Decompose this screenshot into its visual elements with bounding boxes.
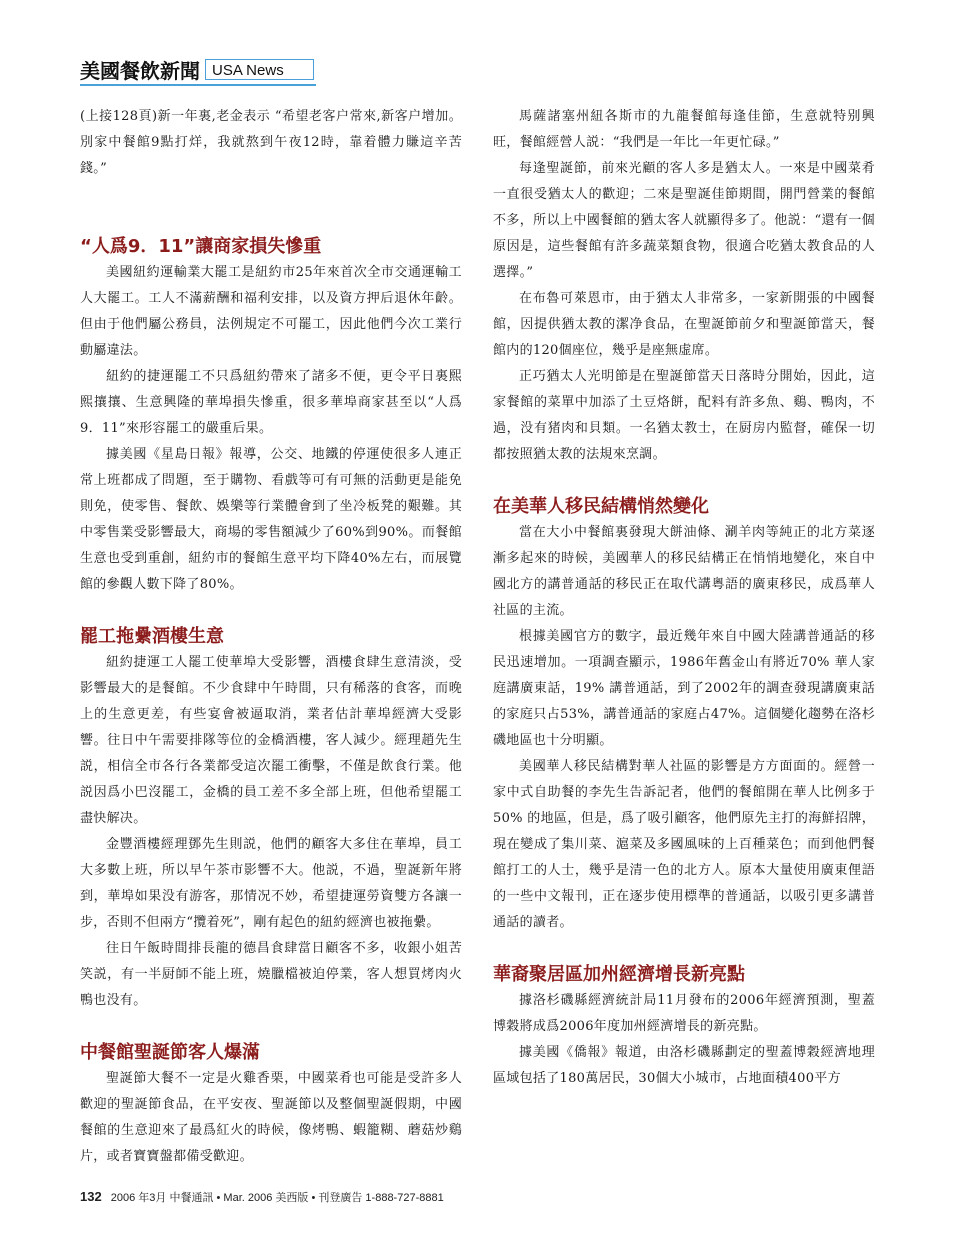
article-paragraph: 正巧猶太人光明節是在聖誕節當天日落時分開始，因此，這家餐館的菜單中加添了土豆烙餅，配料有許多魚、鷄、鴨肉，不過，没有猪肉和貝類。一名猶太教士，在厨房内監督，確保一切都按照猶太教的法規來烹調。 — [493, 369, 875, 462]
article-heading: 華裔聚居區加州經濟增長新亮點 — [493, 964, 745, 985]
article-paragraph: (上接128頁)新一年裏,老金表示 “希望老客户常來,新客户增加。別家中餐館9點打烊，我就熬到午夜12時，靠着體力賺這辛苦錢。” — [80, 109, 462, 176]
article-paragraph: 往日午飯時間排長龍的德昌食肆當日顧客不多，收銀小姐苦笑説，有一半厨師不能上班，燒臘檔被迫停業，客人想買烤肉火鴨也没有。 — [80, 941, 462, 1008]
article-paragraph: 在布魯可萊恩市，由于猶太人非常多，一家新開張的中國餐館，因提供猶太教的潔净食品，在聖誕節前夕和聖誕節當天，餐館内的120個座位，幾乎是座無虚席。 — [493, 291, 875, 358]
article-heading: 中餐館聖誕節客人爆滿 — [80, 1042, 260, 1063]
right-column — [493, 104, 875, 1092]
masthead-title: 美國餐飲新聞 — [80, 59, 200, 83]
article-paragraph: 美國華人移民結構對華人社區的影響是方方面面的。經營一家中式自助餐的李先生告訴記者，他們的餐館開在華人比例多于50% 的地區，但是，爲了吸引顧客，他們原先主打的海鮮招牌，現在變成了集川菜、滬菜及多國風味的上百種菜色；而到他們餐館打工的人士，幾乎是清一色的北方人。原本大量使用廣東俚語的一些中文報刊，正在逐步使用標準的普通話，以吸引更多講普通話的讀者。 — [493, 759, 875, 930]
article-paragraph: 馬薩諸塞州紐各斯市的九龍餐館每逢佳節，生意就特别興旺，餐館經營人説：“我們是一年比一年更忙碌。” — [493, 109, 875, 150]
article-paragraph: 據美國《僑報》報道，由洛杉磯縣劃定的聖蓋博穀經濟地理區域包括了180萬居民，30個大小城市，占地面積400平方 — [493, 1045, 875, 1086]
article-paragraph: 美國紐約運輸業大罷工是紐約市25年來首次全市交通運輸工人大罷工。工人不滿薪酬和福利安排，以及資方押后退休年齡。但由于他們屬公務員，法例規定不可罷工，因此他們今次工業行動屬違法。 — [80, 265, 462, 358]
article-paragraph: 金豐酒樓經理鄧先生則説，他們的顧客大多住在華埠，員工大多數上班，所以早午茶市影響不大。他説，不過，聖誕新年將到，華埠如果没有游客，那情况不妙，希望捷運勞資雙方各讓一步，否則不但兩方“攬着死”，剛有起色的紐約經濟也被拖纍。 — [80, 837, 462, 930]
article-paragraph: 每逢聖誕節，前來光顧的客人多是猶太人。一來是中國菜肴一直很受猶太人的歡迎；二來是聖誕佳節期間，開門營業的餐館不多，所以上中國餐館的猶太客人就顯得多了。他説：“還有一個原因是，這些餐館有許多蔬菜類食物，很適合吃猶太教食品的人選擇。” — [493, 161, 875, 280]
article-paragraph: 據洛杉磯縣經濟統計局11月發布的2006年經濟預測，聖蓋博穀將成爲2006年度加州經濟增長的新亮點。 — [493, 993, 875, 1034]
article-paragraph: 據美國《星島日報》報導，公交、地鐵的停運使很多人連正常上班都成了問題，至于購物、看戲等可有可無的活動更是能免則免，使零售、餐飲、娛樂等行業體會到了坐冷板凳的艱難。其中零售業受影響最大，商場的零售額減少了60%到90%。而餐館生意也受到重創，紐約市的餐館生意平均下降40%左右，而展覽館的參觀人數下降了80%。 — [80, 447, 462, 592]
article-paragraph: 聖誕節大餐不一定是火雞香栗，中國菜肴也可能是受許多人歡迎的聖誕節食品，在平安夜、聖誕節以及整個聖誕假期，中國餐館的生意迎來了最爲紅火的時候，像烤鴨、蝦籠糊、蘑菇炒鷄片，或者寶寶盤都備受歡迎。 — [80, 1071, 462, 1164]
article-heading: “人爲9．11”讓商家損失慘重 — [80, 236, 322, 257]
article-heading: 罷工拖纍酒樓生意 — [80, 626, 224, 647]
masthead-rule — [80, 84, 316, 86]
article-heading: 在美華人移民結構悄然變化 — [493, 496, 709, 517]
left-column — [80, 104, 462, 1170]
footer-text: 2006 年3月 中餐通訊 • Mar. 2006 美西版 • 刊登廣告 1-888-727-8881 — [110, 1192, 444, 1204]
article-paragraph: 根據美國官方的數字，最近幾年來自中國大陸講普通話的移民迅速增加。一項調查顯示，1986年舊金山有將近70% 華人家庭講廣東話，19% 講普通話，到了2002年的調查發現講廣東話的家庭只占53%，講普通話的家庭占47%。這個變化趨勢在洛杉磯地區也十分明顯。 — [493, 629, 875, 748]
article-paragraph: 當在大小中餐館裏發現大餅油條、涮羊肉等純正的北方菜逐漸多起來的時候，美國華人的移民結構正在悄悄地變化，來自中國北方的講普通話的移民正在取代講粵語的廣東移民，成爲華人社區的主流。 — [493, 525, 875, 618]
article-paragraph: 紐約捷運工人罷工使華埠大受影響，酒樓食肆生意清淡，受影響最大的是餐館。不少食肆中午時間，只有稀落的食客，而晚上的生意更差，有些宴會被逼取消，業者估計華埠經濟大受影響。往日中午需要排隊等位的金橋酒樓，客人減少。經理趙先生説，相信全市各行各業都受這次罷工衝擊，不僅是飲食行業。他説因爲小巴沒罷工，金橋的員工差不多全部上班，但他希望罷工盡快解决。 — [80, 655, 462, 826]
masthead-section-label: USA News — [205, 59, 314, 80]
page-footer — [80, 1189, 444, 1205]
article-paragraph: 紐約的捷運罷工不只爲紐約帶來了諸多不便，更令平日裏熙熙攘攘、生意興隆的華埠損失慘重，很多華埠商家甚至以“人爲9．11”來形容罷工的嚴重后果。 — [80, 369, 462, 436]
page-number: 132 — [80, 1189, 102, 1204]
